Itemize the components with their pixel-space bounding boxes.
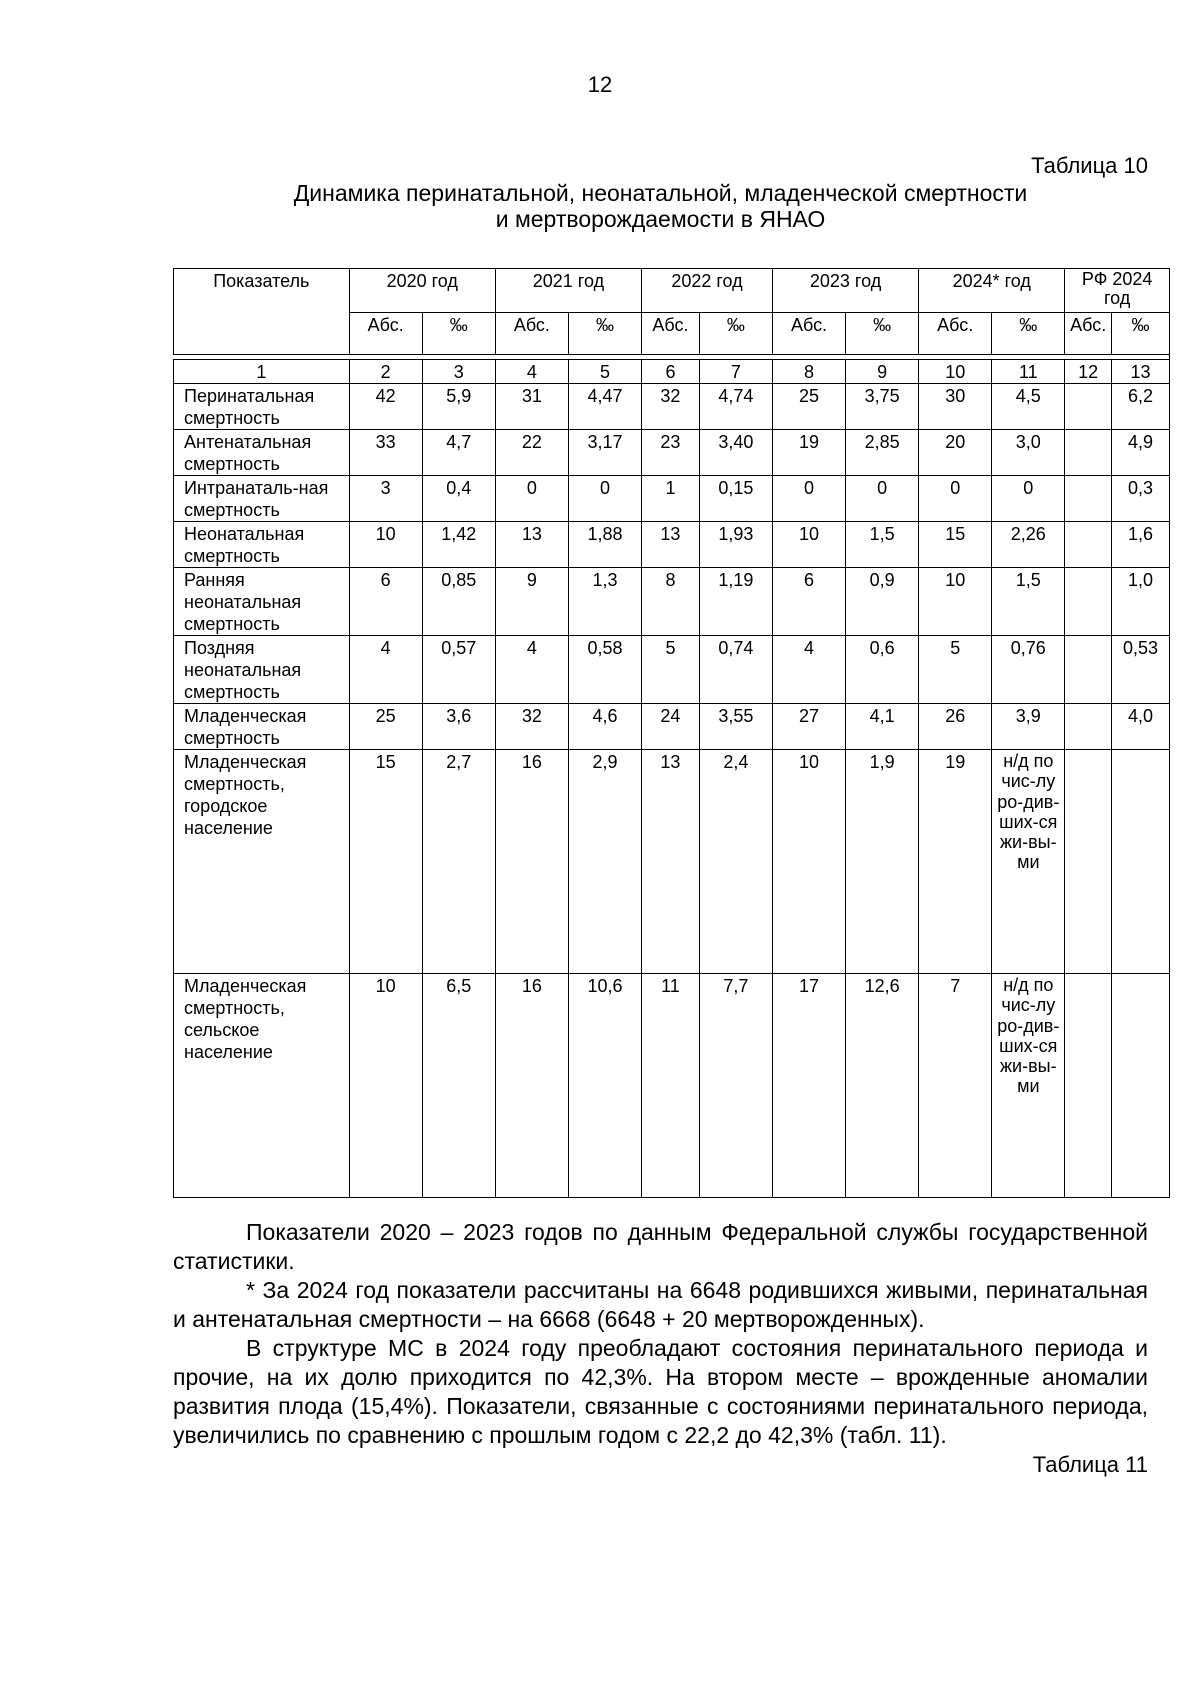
header-unit: ‰ xyxy=(699,313,772,355)
table-cell: 15 xyxy=(919,522,992,568)
row-label: Перинатальная смертность xyxy=(174,384,350,430)
table-cell: 0,57 xyxy=(422,636,495,704)
table-cell: 4,5 xyxy=(992,384,1065,430)
table-cell: 4,0 xyxy=(1112,704,1170,750)
table-cell: 20 xyxy=(919,430,992,476)
row-label: Неонатальная смертность xyxy=(174,522,350,568)
column-number: 1 xyxy=(174,360,350,384)
table-cell: 3 xyxy=(349,476,422,522)
table-cell: 27 xyxy=(772,704,845,750)
table-label: Таблица 10 xyxy=(1031,153,1148,178)
table-cell: 0 xyxy=(846,476,919,522)
table-cell: 2,9 xyxy=(568,750,641,974)
table-cell: 0,15 xyxy=(699,476,772,522)
table-cell xyxy=(1065,704,1112,750)
table-cell: 0,3 xyxy=(1112,476,1170,522)
row-label: Поздняя неонатальная смертность xyxy=(174,636,350,704)
table-cell: 32 xyxy=(495,704,568,750)
header-unit: Абс. xyxy=(919,313,992,355)
table-row xyxy=(174,384,1170,430)
table-cell: 13 xyxy=(642,750,700,974)
table-cell: 10,6 xyxy=(568,974,641,1198)
table-cell: 10 xyxy=(349,974,422,1198)
column-number: 13 xyxy=(1112,360,1170,384)
table-cell: 12,6 xyxy=(846,974,919,1198)
table-cell xyxy=(1065,750,1112,974)
table-cell: 1,0 xyxy=(1112,568,1170,636)
table-cell: 6 xyxy=(772,568,845,636)
table-cell: 0 xyxy=(992,476,1065,522)
table-cell: 4,74 xyxy=(699,384,772,430)
table-cell: 19 xyxy=(919,750,992,974)
table-cell xyxy=(1065,636,1112,704)
table-cell: 5,9 xyxy=(422,384,495,430)
table-cell: 4,1 xyxy=(846,704,919,750)
table-cell: 1,88 xyxy=(568,522,641,568)
table-cell xyxy=(1065,476,1112,522)
row-label: Ранняя неонатальная смертность xyxy=(174,568,350,636)
table-cell: 0,53 xyxy=(1112,636,1170,704)
header-unit: Абс. xyxy=(1065,313,1112,355)
table-cell: н/д по чис-лу ро-див-ших-ся жи-вы-ми xyxy=(992,974,1065,1198)
table-cell: 23 xyxy=(642,430,700,476)
table-cell: 7 xyxy=(919,974,992,1198)
header-unit: ‰ xyxy=(992,313,1065,355)
table-cell: 0,4 xyxy=(422,476,495,522)
row-label: Младенческая смертность xyxy=(174,704,350,750)
table-cell: 17 xyxy=(772,974,845,1198)
header-unit: Абс. xyxy=(495,313,568,355)
table-cell: 3,9 xyxy=(992,704,1065,750)
table-cell: 1,93 xyxy=(699,522,772,568)
table-cell: 3,40 xyxy=(699,430,772,476)
table-cell: 26 xyxy=(919,704,992,750)
header-unit: ‰ xyxy=(1112,313,1170,355)
table-cell: 0,85 xyxy=(422,568,495,636)
row-label: Антенатальная смертность xyxy=(174,430,350,476)
table-cell: 1,9 xyxy=(846,750,919,974)
table-cell: 24 xyxy=(642,704,700,750)
table-cell: 13 xyxy=(642,522,700,568)
table-cell: 4,9 xyxy=(1112,430,1170,476)
table-cell: 19 xyxy=(772,430,845,476)
table-cell: 4,6 xyxy=(568,704,641,750)
table-cell: 7,7 xyxy=(699,974,772,1198)
table-cell xyxy=(1112,750,1170,974)
header-year: 2020 год xyxy=(349,269,495,313)
header-indicator: Показатель xyxy=(174,269,350,355)
row-label: Младенческая смертность, городское население xyxy=(174,750,350,974)
table-cell: 0,6 xyxy=(846,636,919,704)
table-cell: 3,75 xyxy=(846,384,919,430)
table-cell: 1,5 xyxy=(846,522,919,568)
table-cell: 2,26 xyxy=(992,522,1065,568)
header-year: 2022 год xyxy=(642,269,773,313)
header-year: 2024* год xyxy=(919,269,1065,313)
table-cell: 1,3 xyxy=(568,568,641,636)
table-cell: 10 xyxy=(919,568,992,636)
table-cell: 3,17 xyxy=(568,430,641,476)
table-cell: 4,7 xyxy=(422,430,495,476)
table-cell: 0 xyxy=(772,476,845,522)
table-cell: 16 xyxy=(495,974,568,1198)
table-body xyxy=(174,355,1170,1198)
table-cell xyxy=(1065,384,1112,430)
table-cell xyxy=(1065,522,1112,568)
table-row xyxy=(174,430,1170,476)
header-unit: ‰ xyxy=(568,313,641,355)
table-cell: 0 xyxy=(919,476,992,522)
table-cell: 0,74 xyxy=(699,636,772,704)
table-cell: 3,6 xyxy=(422,704,495,750)
header-unit: Абс. xyxy=(772,313,845,355)
table-cell: 30 xyxy=(919,384,992,430)
next-table-label: Таблица 11 xyxy=(1032,1452,1148,1477)
column-number: 10 xyxy=(919,360,992,384)
page-number: 12 xyxy=(587,72,613,97)
paragraph: Показатели 2020 – 2023 годов по данным Федеральной службы государственной статистики. xyxy=(173,1219,1148,1274)
table-row xyxy=(174,568,1170,636)
table-cell: 1,42 xyxy=(422,522,495,568)
paragraph: В структуре МС в 2024 году преобладают состояния перинатального периода и прочие, на их долю приходится по 42,3%. На втором месте – врожденные аномалии развития плода (15,4%). Показатели, связанные с состояниями перинатального периода, увеличились по сравнению с прошлым годом с 22,2 до 42,3% (табл. 11). xyxy=(173,1335,1148,1448)
table-cell: 3,0 xyxy=(992,430,1065,476)
table-cell: 16 xyxy=(495,750,568,974)
row-label: Интранаталь-ная смертность xyxy=(174,476,350,522)
table-title-line-2: и мертворождаемости в ЯНАО xyxy=(495,206,826,232)
column-number: 7 xyxy=(699,360,772,384)
table-row xyxy=(174,704,1170,750)
table-cell: 4 xyxy=(495,636,568,704)
table-cell xyxy=(1112,974,1170,1198)
paragraph: * За 2024 год показатели рассчитаны на 6648 родившихся живыми, перинатальная и антенатальная смертности – на 6668 (6648 + 20 мертворожденных). xyxy=(173,1277,1148,1332)
table-cell: 11 xyxy=(642,974,700,1198)
table-cell: 0,58 xyxy=(568,636,641,704)
table-cell: 1,6 xyxy=(1112,522,1170,568)
table-cell: 6,5 xyxy=(422,974,495,1198)
column-number: 11 xyxy=(992,360,1065,384)
table-cell: 32 xyxy=(642,384,700,430)
column-number: 9 xyxy=(846,360,919,384)
column-number: 3 xyxy=(422,360,495,384)
table-cell: 10 xyxy=(349,522,422,568)
header-unit: ‰ xyxy=(422,313,495,355)
column-number: 6 xyxy=(642,360,700,384)
row-label: Младенческая смертность, сельское население xyxy=(174,974,350,1198)
table-cell: 6 xyxy=(349,568,422,636)
table-row xyxy=(174,636,1170,704)
table-cell: 0,9 xyxy=(846,568,919,636)
table-cell xyxy=(1065,430,1112,476)
table-cell: 10 xyxy=(772,522,845,568)
table-cell: 1 xyxy=(642,476,700,522)
column-number: 5 xyxy=(568,360,641,384)
table-cell: 42 xyxy=(349,384,422,430)
table-cell: 0,76 xyxy=(992,636,1065,704)
table-cell: 13 xyxy=(495,522,568,568)
table-cell: 9 xyxy=(495,568,568,636)
table-cell: 10 xyxy=(772,750,845,974)
table-cell: 5 xyxy=(642,636,700,704)
table-cell: 3,55 xyxy=(699,704,772,750)
table-cell xyxy=(1065,568,1112,636)
header-unit: Абс. xyxy=(349,313,422,355)
header-row-years xyxy=(174,269,1170,313)
table-cell: 22 xyxy=(495,430,568,476)
table-row xyxy=(174,476,1170,522)
column-number: 12 xyxy=(1065,360,1112,384)
table-title xyxy=(173,180,1148,232)
body-text xyxy=(173,1218,1148,1450)
table-cell: 8 xyxy=(642,568,700,636)
column-number: 8 xyxy=(772,360,845,384)
column-number: 4 xyxy=(495,360,568,384)
column-number: 2 xyxy=(349,360,422,384)
table-row xyxy=(174,974,1170,1198)
table-cell: 6,2 xyxy=(1112,384,1170,430)
header-year: 2023 год xyxy=(772,269,918,313)
table-cell: 31 xyxy=(495,384,568,430)
table-cell: 4 xyxy=(349,636,422,704)
table-cell: н/д по чис-лу ро-див-ших-ся жи-вы-ми xyxy=(992,750,1065,974)
header-year: 2021 год xyxy=(495,269,641,313)
table-cell: 5 xyxy=(919,636,992,704)
table-cell: 2,85 xyxy=(846,430,919,476)
table-row xyxy=(174,522,1170,568)
table-cell: 2,7 xyxy=(422,750,495,974)
table-cell: 25 xyxy=(349,704,422,750)
header-unit: ‰ xyxy=(846,313,919,355)
table-cell: 0 xyxy=(568,476,641,522)
header-unit: Абс. xyxy=(642,313,700,355)
mortality-table xyxy=(173,268,1170,1198)
table-cell: 1,19 xyxy=(699,568,772,636)
table-cell: 1,5 xyxy=(992,568,1065,636)
table-row xyxy=(174,750,1170,974)
table-title-line-1: Динамика перинатальной, неонатальной, младенческой смертности xyxy=(293,180,1028,206)
table-cell: 0 xyxy=(495,476,568,522)
table-cell: 15 xyxy=(349,750,422,974)
table-cell: 2,4 xyxy=(699,750,772,974)
table-cell: 33 xyxy=(349,430,422,476)
header-year: РФ 2024 год xyxy=(1065,269,1170,313)
table-cell xyxy=(1065,974,1112,1198)
table-cell: 4 xyxy=(772,636,845,704)
table-cell: 4,47 xyxy=(568,384,641,430)
table-cell: 25 xyxy=(772,384,845,430)
column-numbers-row xyxy=(174,360,1170,384)
